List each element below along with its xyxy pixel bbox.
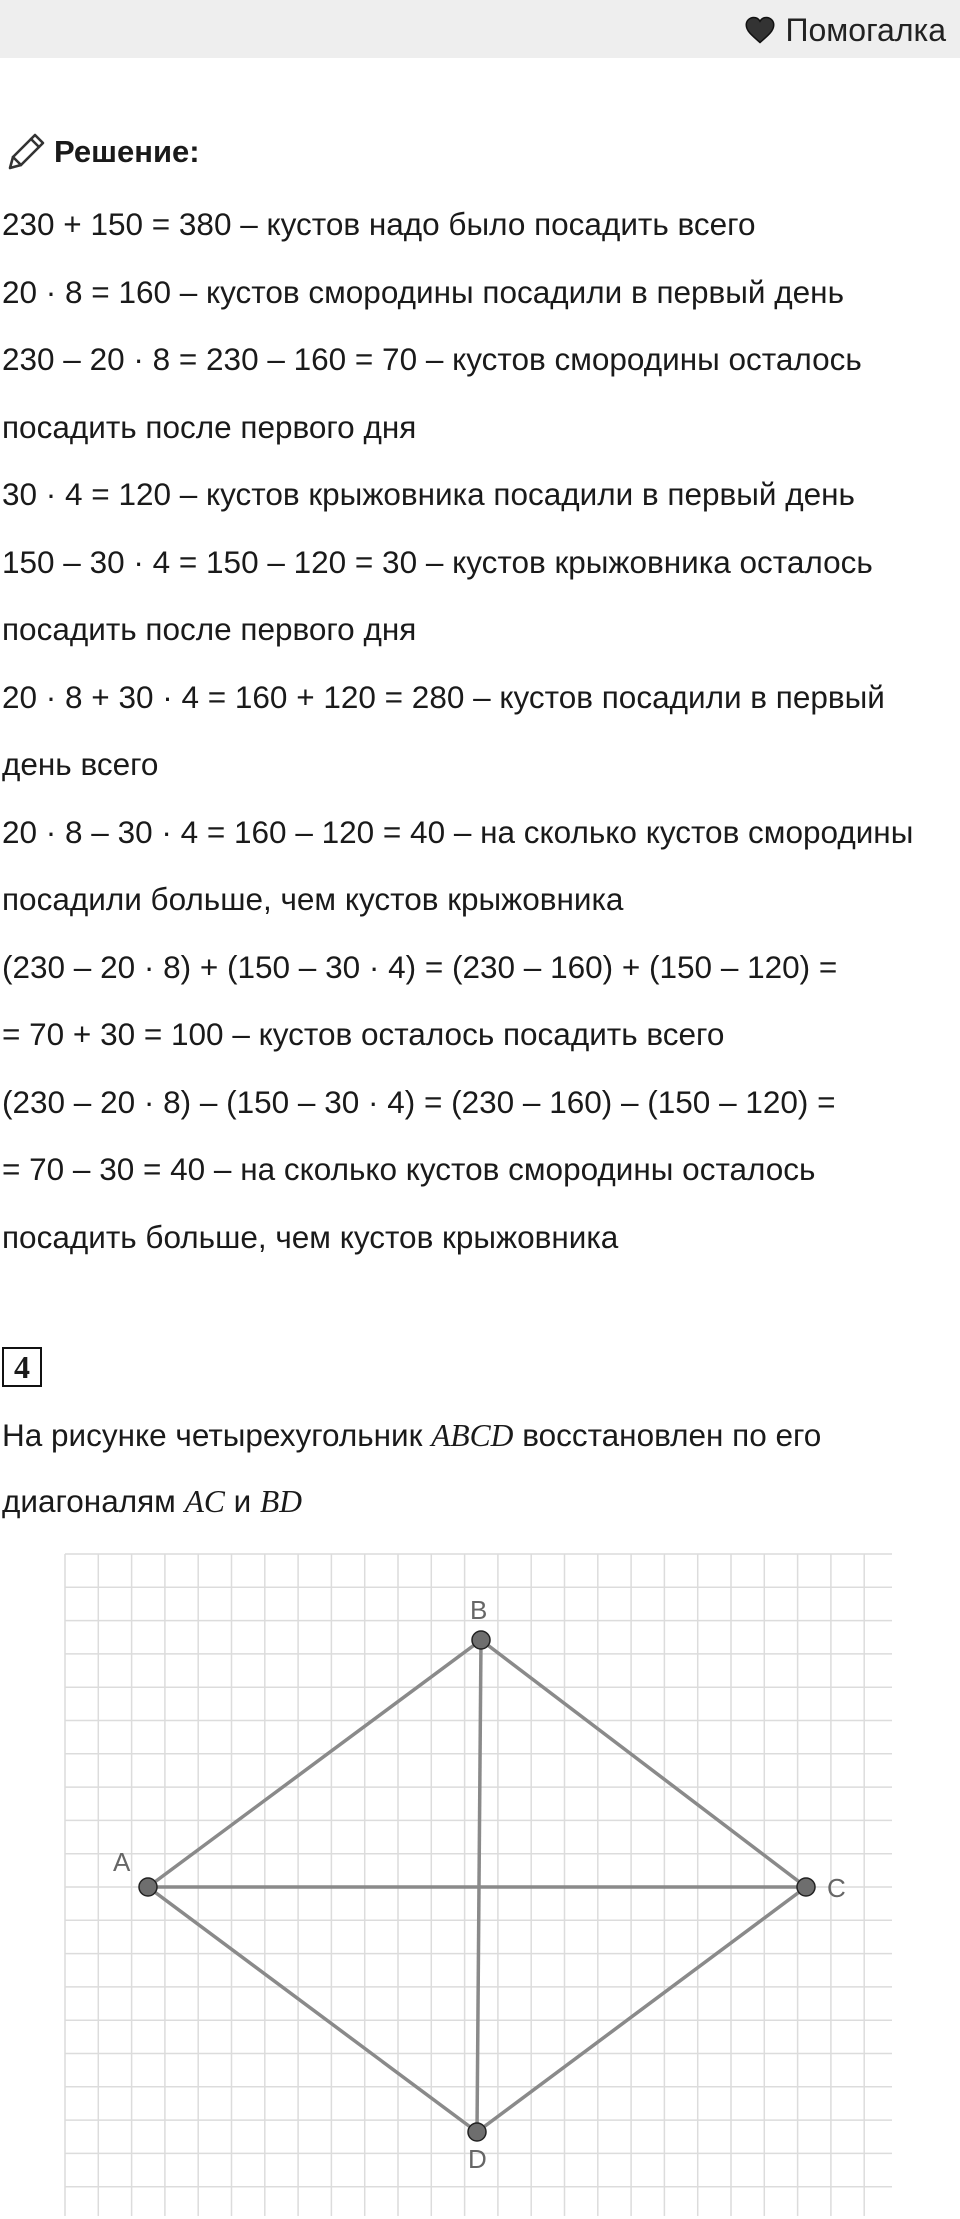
label-b: B [470,1595,488,1625]
diagonal-ac: AC [184,1484,225,1519]
solution-line: 20 · 8 + 30 · 4 = 160 + 120 = 280 – кустов посадили в первый [2,678,885,715]
diagonals [148,1640,806,2132]
task-line-2-prefix: диагоналям [2,1483,185,1519]
pencil-icon [4,130,48,174]
diagonal-bd: BD [259,1484,302,1519]
task-text [2,1402,958,1534]
brand[interactable] [745,8,946,52]
solution-line: = 70 – 30 = 40 – на сколько кустов смородины осталось [2,1151,816,1187]
solution-line: посадить после первого дня [2,611,417,647]
solution-line: 20 · 8 – 30 · 4 = 160 – 120 = 40 – на сколько кустов смородины [2,813,914,850]
point-c [797,1878,815,1896]
top-bar [0,0,960,58]
solution-line: день всего [2,746,159,782]
task-line-1 [2,1402,958,1468]
task-number: 4 [2,1347,42,1387]
solution-line: 150 – 30 · 4 = 150 – 120 = 30 – кустов крыжовника осталось [2,543,873,580]
solution-line: 230 + 150 = 380 – кустов надо было посадить всего [2,206,756,242]
brand-name: Помогалка [785,11,946,48]
point-a [139,1878,157,1896]
solution-line: (230 – 20 · 8) – (150 – 30 · 4) = (230 – 160) – (150 – 120) = [2,1083,836,1120]
side-bc [481,1640,806,1887]
solution-line: 30 · 4 = 120 – кустов крыжовника посадили в первый день [2,476,855,512]
task-line-1-suffix: восстановлен по его [513,1417,822,1453]
heart-icon [745,16,775,44]
solution-heading [4,130,200,174]
diagonal-bd-line [477,1640,481,2132]
solution-line: посадить после первого дня [2,408,417,445]
label-a: A [113,1847,131,1877]
side-da [148,1887,477,2132]
side-cd [477,1887,806,2132]
task-line-2-mid: и [224,1483,260,1519]
solution-line: посадить больше, чем кустов крыжовника [2,1218,619,1255]
task-line-2 [2,1468,958,1534]
solution-heading-text: Решение: [54,134,200,169]
quad-name: ABCD [431,1418,514,1453]
solution-line: = 70 + 30 = 100 – кустов осталось посадить всего [2,1016,725,1052]
solution-line: (230 – 20 · 8) + (150 – 30 · 4) = (230 – 160) + (150 – 120) = [2,948,838,985]
solution-lines [2,196,958,1276]
solution-line: 20 · 8 = 160 – кустов смородины посадили в первый день [2,273,844,310]
label-c: C [827,1873,846,1903]
point-d [468,2123,486,2141]
quadrilateral-figure [60,1549,900,2219]
task-line-1-prefix: На рисунке четырехугольник [2,1417,432,1453]
point-b [472,1631,490,1649]
solution-line: посадили больше, чем кустов крыжовника [2,881,624,917]
solution-line: 230 – 20 · 8 = 230 – 160 = 70 – кустов смородины осталось [2,341,862,377]
label-d: D [468,2144,487,2174]
